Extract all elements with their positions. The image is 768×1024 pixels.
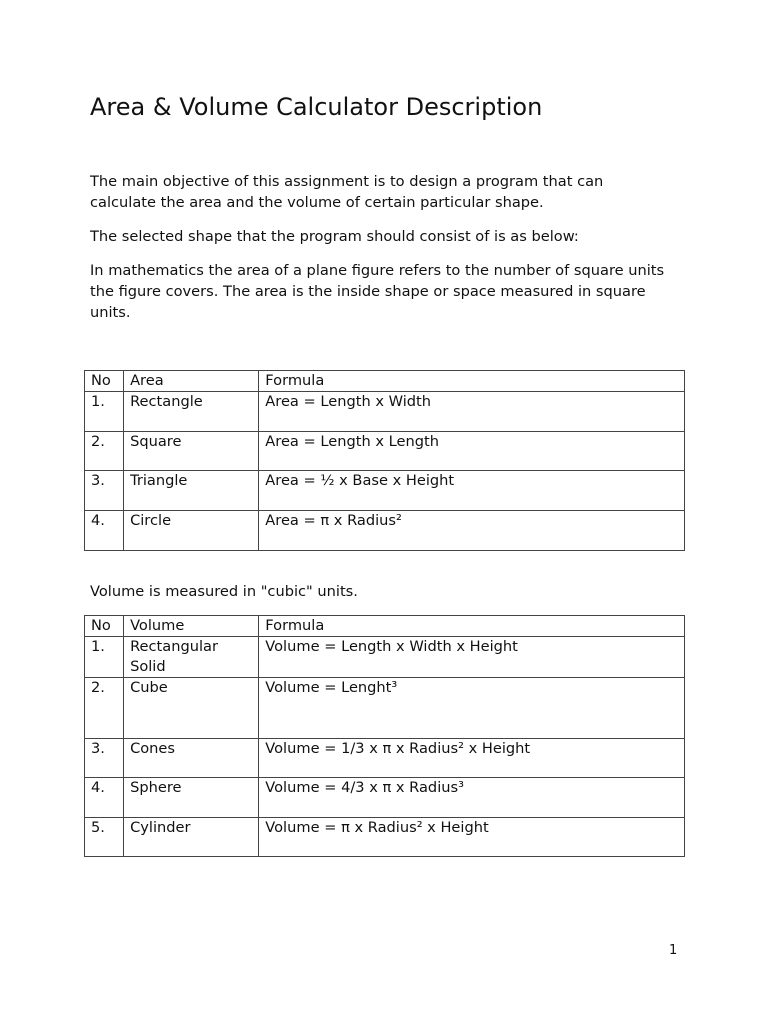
area-definition-paragraph: In mathematics the area of a plane figure refers to the number of square units the figure covers. The area is the inside shape or space measured in square units. [90, 262, 665, 321]
table-header-row [85, 616, 685, 637]
table-cell: 2. [85, 678, 124, 739]
page-number: 1 [669, 943, 678, 958]
table-cell: Volume = π x Radius² x Height [259, 818, 685, 857]
table-cell: Cube [124, 678, 259, 739]
header-cell: Formula [259, 371, 685, 392]
table-cell: Cones [124, 739, 259, 778]
table-cell: Cylinder [124, 818, 259, 857]
table-cell: Volume = Lenght³ [259, 678, 685, 739]
volume-intro-paragraph: Volume is measured in "cubic" units. [90, 583, 358, 600]
table-cell: Area = π x Radius² [259, 511, 685, 551]
table-cell: Area = ½ x Base x Height [259, 471, 685, 511]
table-cell: 1. [85, 392, 124, 432]
header-cell: No [85, 616, 124, 637]
table-cell: 3. [85, 739, 124, 778]
table-row [85, 739, 685, 778]
table-cell: Volume = 1/3 x π x Radius² x Height [259, 739, 685, 778]
table-cell: Square [124, 432, 259, 471]
table-row [85, 432, 685, 471]
table-row [85, 778, 685, 818]
table-cell: Area = Length x Width [259, 392, 685, 432]
table-cell: Area = Length x Length [259, 432, 685, 471]
table-row [85, 511, 685, 551]
table-cell: Circle [124, 511, 259, 551]
header-cell: No [85, 371, 124, 392]
table-cell: 3. [85, 471, 124, 511]
table-row [85, 392, 685, 432]
table-cell: Volume = 4/3 x π x Radius³ [259, 778, 685, 818]
table-row [85, 471, 685, 511]
table-row [85, 637, 685, 678]
page-title: Area & Volume Calculator Description [90, 93, 543, 121]
table-cell: 4. [85, 511, 124, 551]
table-cell: 4. [85, 778, 124, 818]
table-row [85, 678, 685, 739]
table-cell: 1. [85, 637, 124, 678]
table-cell: Volume = Length x Width x Height [259, 637, 685, 678]
volume-table [84, 615, 685, 857]
header-cell: Area [124, 371, 259, 392]
table-cell: 2. [85, 432, 124, 471]
table-cell: Rectangle [124, 392, 259, 432]
selected-shape-paragraph: The selected shape that the program should consist of is as below: [90, 228, 579, 245]
table-header-row [85, 371, 685, 392]
table-cell: Triangle [124, 471, 259, 511]
table-cell: 5. [85, 818, 124, 857]
header-cell: Formula [259, 616, 685, 637]
table-cell: Sphere [124, 778, 259, 818]
objective-paragraph: The main objective of this assignment is to design a program that can calculate the area and the volume of certain particular shape. [90, 173, 604, 211]
table-cell: Rectangular Solid [124, 637, 259, 678]
area-table [84, 370, 685, 551]
table-row [85, 818, 685, 857]
header-cell: Volume [124, 616, 259, 637]
